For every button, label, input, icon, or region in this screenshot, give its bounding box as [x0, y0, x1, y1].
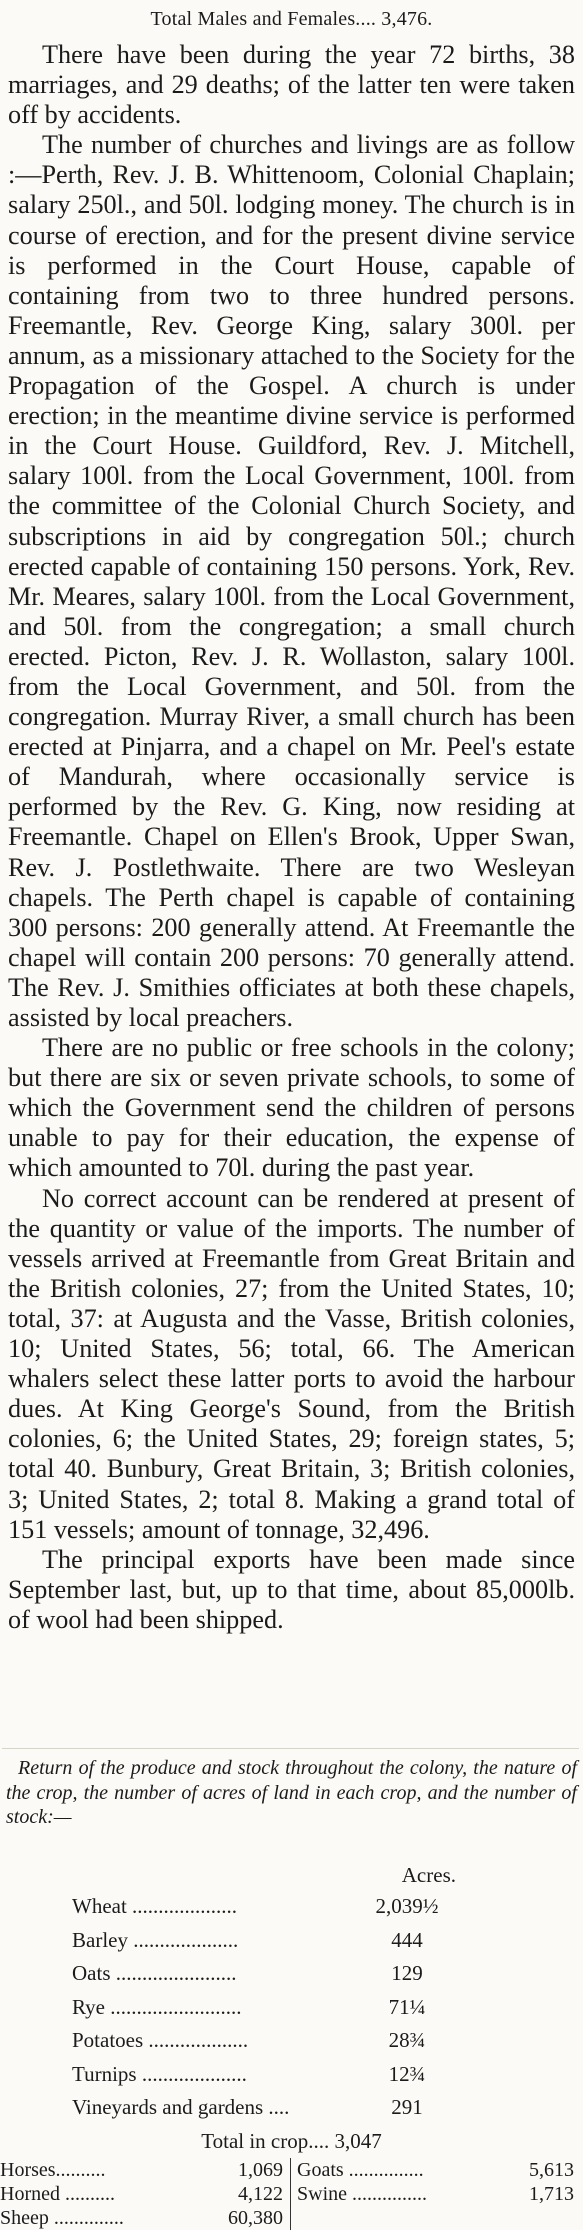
crop-acres: 28¾ [388, 2028, 426, 2052]
crop-row [72, 2024, 472, 2058]
stock-name: Sheep .............. [0, 2207, 124, 2229]
stock-count: 1,069 [238, 2159, 283, 2181]
stock-count: 1,713 [529, 2183, 574, 2205]
stock-name: Horned .......... [0, 2183, 115, 2205]
crop-acres: 12¾ [388, 2061, 426, 2086]
crop-total: Total in crop.... 3,047 [201, 2129, 382, 2153]
crop-name: Potatoes ................... [72, 2028, 249, 2052]
crop-row [72, 1957, 472, 1991]
stock-count: 60,380 [228, 2207, 283, 2229]
stock-row [297, 2158, 583, 2182]
paragraph-exports: The principal exports have been made since September last, but, up to that time, about 85,000lb. of wool had been shipped. [8, 1544, 575, 1634]
crop-row [72, 2091, 472, 2125]
stock-row [0, 2182, 290, 2206]
crop-acres: 71¼ [388, 1994, 426, 2019]
paragraph-churches: The number of churches and livings are as follow :—Perth, Rev. J. B. Whittenoom, Colonial Chaplain; salary 250l., and 50l. lodging money. The church is in course of erection, and for the present divine service is performed in the Court House, capable of containing from two to three hundred persons. Freemantle, Rev. George King, salary 300l. per annum, as a missionary attached to the Society for the Propagation of the Gospel. A church is under erection; in the meantime divine service is performed in the Court House. Guildford, Rev. J. Mitchell, salary 100l. from the Local Government, 100l. from the committee of the Colonial Church Society, and subscriptions in aid by congregation 50l.; church erected capable of containing 150 persons. York, Rev. Mr. Meares, salary 100l. from the Local Government, and 50l. from the congregation; a small church erected. Picton, Rev. J. R. Wollaston, salary 100l. from the Local Government, and 50l. from the congregation. Murray River, a small church has been erected at Pinjarra, and a chapel on Mr. Peel's estate of Mandurah, where occasionally service is performed by the Rev. G. King, now residing at Freemantle. Chapel on Ellen's Brook, Upper Swan, Rev. J. Postlethwaite. There are two Wesleyan chapels. The Perth chapel is capable of containing 300 persons: 200 generally attend. At Freemantle the chapel will contain 200 persons: 70 generally attend. The Rev. J. Smithies officiates at both these chapels, assisted by local preachers. [8, 130, 575, 1032]
stock-table [0, 2158, 583, 2230]
crop-acres: 129 [391, 1961, 423, 1985]
stock-row [0, 2206, 290, 2230]
stock-row [297, 2182, 583, 2206]
crop-name: Wheat .................... [72, 1894, 238, 1918]
crop-name: Oats ....................... [72, 1961, 237, 1985]
crop-row [72, 2058, 472, 2092]
crop-name: Rye ......................... [72, 1994, 242, 2019]
stock-name: Horses.......... [0, 2159, 106, 2181]
stock-name: Goats ............... [297, 2159, 424, 2181]
crop-row [72, 1991, 472, 2025]
running-header: Total Males and Females.... 3,476. [150, 8, 433, 30]
paragraph-births: There have been during the year 72 births, 38 marriages, and 29 deaths; of the latter ten were taken off by accidents. [8, 40, 575, 130]
crop-acres: 444 [391, 1927, 423, 1952]
stock-column-divider [290, 2158, 291, 2230]
crop-unit-header: Acres. [401, 1863, 456, 1887]
crop-name: Barley .................... [72, 1927, 239, 1952]
crop-row [72, 1924, 472, 1958]
stock-column-left [0, 2158, 290, 2230]
paragraph-imports: No correct account can be rendered at present of the quantity or value of the imports. The number of vessels arrived at Freemantle from Great Britain and the British colonies, 27; from the United States, 10; total, 37: at Augusta and the Vasse, British colonies, 10; United States, 56; total, 66. The American whalers select these latter ports to avoid the harbour dues. At King George's Sound, from the British colonies, 6; the United States, 29; foreign states, 5; total 40. Bunbury, Great Britain, 3; British colonies, 3; United States, 2; total 8. Making a grand total of 151 vessels; amount of tonnage, 32,496. [8, 1183, 575, 1544]
return-heading: Return of the produce and stock throughout the colony, the nature of the crop, the number of acres of land in each crop, and the number of stock:— [6, 1757, 577, 1828]
crop-name: Turnips .................... [72, 2061, 247, 2086]
stock-column-right [297, 2158, 583, 2206]
crop-table [72, 1860, 472, 2125]
crop-name: Vineyards and gardens .... [72, 2095, 290, 2119]
stock-count: 4,122 [238, 2183, 283, 2205]
stock-count: 5,613 [529, 2159, 574, 2181]
stock-row [0, 2158, 290, 2182]
paragraph-schools: There are no public or free schools in the colony; but there are six or seven private schools, to some of which the Government send the children of persons unable to pay for their education, the expense of which amounted to 70l. during the past year. [8, 1033, 575, 1183]
crop-acres: 2,039½ [375, 1894, 439, 1918]
section-divider [2, 1748, 579, 1749]
crop-row [72, 1890, 472, 1924]
stock-name: Swine ............... [297, 2183, 427, 2205]
body-text [8, 40, 575, 1635]
crop-acres: 291 [391, 2095, 423, 2119]
